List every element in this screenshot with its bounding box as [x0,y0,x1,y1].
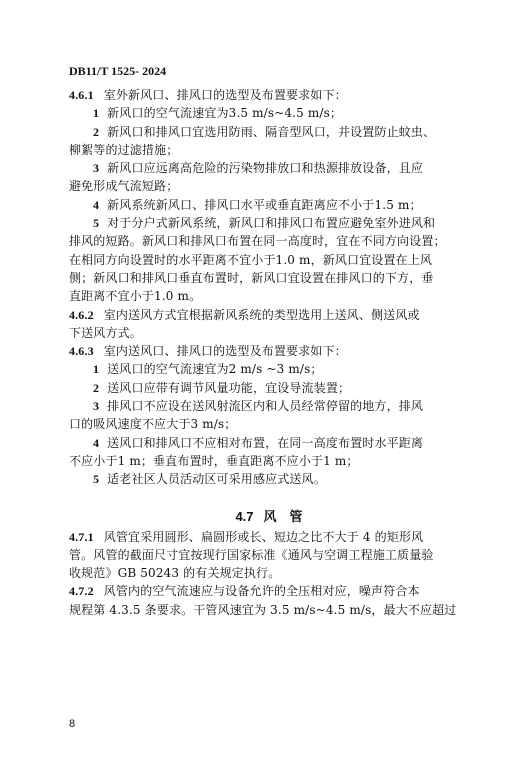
list-item [69,360,469,378]
item-text: 新风口的空气流速宜为3.5 m/s~4.5 m/s； [107,106,343,121]
item-number: 1 [93,106,100,121]
text-line: 侧；新风口和排风口垂直布置时，新风口宜设置在排风口的下方，垂 [69,270,434,285]
list-item [69,379,469,397]
text-line: 收规范》GB 50243 的有关规定执行。 [69,566,281,581]
clause-number: 4.7.2 [69,584,94,599]
clause-number: 4.7.1 [69,529,94,544]
list-item [69,214,469,232]
text-line: 在相同方向设置时的水平距离不宜小于1.0 m，新风口宜设置在上风 [69,252,433,267]
list-item [69,104,469,122]
page-body [69,86,469,619]
item-number: 2 [93,380,100,395]
item-number: 5 [93,472,100,487]
text-line: 口的吸风速度不应大于3 m/s； [69,417,237,432]
text-line: 柳絮等的过滤措施； [69,142,179,157]
clause-4-6-2 [69,306,469,324]
item-text: 新风口应远离高危险的污染物排放口和热源排放设备，且应 [107,161,424,176]
list-item [69,159,469,177]
item-text: 送风口应带有调节风量功能，宜设导流装置； [107,380,351,395]
item-text: 新风口和排风口宜选用防雨、隔音型风口，并设置防止蚊虫、 [107,124,436,139]
section-heading [69,506,469,528]
text-line: 不应小于1 m；垂直布置时，垂直距离不应小于1 m； [69,453,359,468]
list-item [69,397,469,415]
text-line: 规程第 4.3.5 条要求。干管风速宜为 3.5 m/s~4.5 m/s，最大不应超过 [69,602,457,617]
clause-4-6-1 [69,86,469,104]
item-number: 4 [93,197,100,212]
item-text: 对于分户式新风系统，新风口和排风口布置应避免室外进风和 [107,216,436,231]
item-number: 5 [93,216,100,231]
list-item [69,470,469,488]
text-line: 下送风方式。 [69,325,142,340]
item-text: 排风口不应设在送风射流区内和人员经常停留的地方，排风 [107,399,424,414]
item-number: 3 [93,161,100,176]
item-number: 2 [93,124,100,139]
section-gap [69,489,469,506]
clause-number: 4.6.1 [69,88,94,102]
text-line: 管。风管的截面尺寸宜按现行国家标准《通风与空调工程施工质量验 [69,547,434,562]
item-text: 新风系统新风口、排风口水平或垂直距离应不小于1.5 m； [107,197,422,212]
item-text: 送风口和排风口不应相对布置，在同一高度布置时水平距离 [107,435,424,450]
section-title: 风 管 [263,509,303,525]
item-number: 1 [93,362,100,377]
clause-4-7-1 [69,528,469,546]
text-line: 直距离不宜小于1.0 m。 [69,289,202,304]
list-item [69,196,469,214]
clause-text: 室内送风方式宜根据新风系统的类型选用上送风、侧送风或 [103,307,420,322]
doc-header-code: DB11/T 1525- 2024 [69,64,167,78]
list-item [69,123,469,141]
clause-4-6-3 [69,342,469,360]
clause-text: 室外新风口、排风口的选型及布置要求如下： [103,88,347,102]
section-number: 4.7 [235,508,254,524]
clause-text: 风管宜采用圆形、扁圆形或长、短边之比不大于 4 的矩形风 [103,529,424,544]
item-number: 4 [93,435,100,450]
text-line: 避免形成气流短路； [69,179,179,194]
item-number: 3 [93,399,100,414]
clause-number: 4.6.3 [69,344,94,359]
clause-text: 风管内的空气流速应与设备允许的全压相对应，噪声符合本 [103,584,420,599]
list-item [69,434,469,452]
clause-number: 4.6.2 [69,307,94,322]
page-number: 8 [69,718,76,730]
clause-4-7-2 [69,582,469,600]
item-text: 送风口的空气流速宜为2 m/s ~3 m/s； [107,362,323,377]
text-line: 排风的短路。新风口和排风口布置在同一高度时，宜在不同方向设置； [69,234,446,249]
clause-text: 室内送风口、排风口的选型及布置要求如下： [103,344,347,359]
item-text: 适老社区人员活动区可采用感应式送风。 [107,472,326,487]
